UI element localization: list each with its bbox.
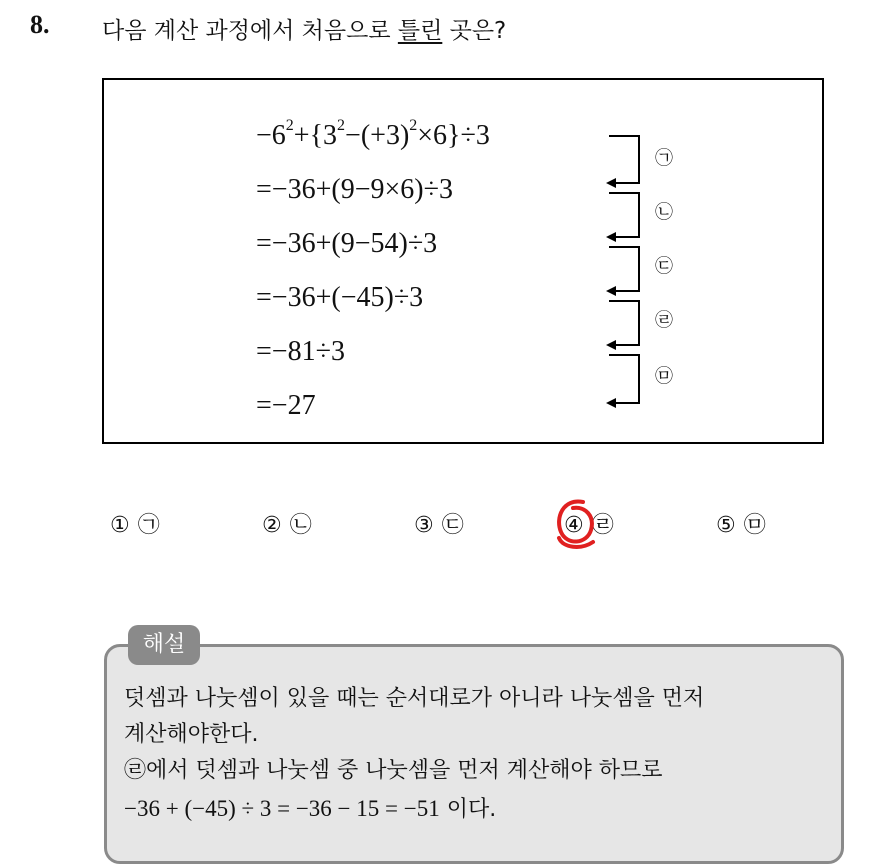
choice-1-number: ①: [110, 513, 130, 538]
calc-line-4: =−36+(−45)÷3: [256, 282, 424, 313]
calc-line-5: =−81÷3: [256, 336, 345, 367]
choice-5-label: ㉤: [743, 513, 766, 538]
step-label-4: ㉣: [655, 310, 673, 331]
answer-circle-mark: [553, 494, 599, 554]
arrowhead-4: [606, 340, 616, 350]
step-arrow-4: [609, 301, 639, 345]
choice-3-label: ㉢: [441, 513, 464, 538]
step-label-3: ㉢: [655, 256, 673, 277]
choice-3-number: ③: [414, 513, 434, 538]
choice-4-number: ④: [564, 513, 584, 538]
choice-2-label: ㉡: [289, 513, 312, 538]
solution-line-4-math: −36 + (−45) ÷ 3 = −36 − 15 = −51: [124, 796, 440, 821]
question-text: [102, 12, 506, 45]
arrowhead-3: [606, 286, 616, 296]
step-arrow-1: [609, 136, 639, 183]
calc-line-1-part-c: −(+3): [345, 120, 410, 151]
step-arrow-5: [609, 355, 639, 403]
question-text-before: 다음 계산 과정에서 처음으로: [102, 18, 398, 44]
solution-line-4: [124, 794, 496, 825]
solution-line-4-text: 이다.: [439, 797, 497, 822]
step-label-5: ㉤: [655, 366, 673, 387]
step-arrows: [104, 80, 826, 446]
calc-line-1-part-d: ×6}÷3: [417, 120, 490, 151]
calc-line-6: =−27: [256, 390, 316, 421]
question-number: 8.: [30, 10, 50, 39]
calc-line-1-exp-c: 2: [409, 117, 418, 134]
step-arrow-3: [609, 247, 639, 291]
solution-line-2: 계산해야한다.: [124, 722, 259, 747]
solution-line-1: 덧셈과 나눗셈이 있을 때는 순서대로가 아니라 나눗셈을 먼저: [124, 686, 705, 711]
choice-1[interactable]: [110, 508, 160, 544]
calc-line-1-part-b: +{3: [293, 120, 338, 151]
calc-line-2: =−36+(9−9×6)÷3: [256, 174, 453, 205]
choice-5[interactable]: [716, 508, 766, 544]
question-text-underlined: 틀린: [397, 18, 443, 44]
calc-line-1-part-a: −6: [256, 120, 286, 151]
choice-1-label: ㉠: [137, 513, 160, 538]
step-arrow-2: [609, 193, 639, 237]
step-label-1: ㉠: [655, 148, 673, 169]
arrowhead-2: [606, 232, 616, 242]
solution-line-3: ㉣에서 덧셈과 나눗셈 중 나눗셈을 먼저 계산해야 하므로: [124, 758, 663, 783]
calc-line-1-exp-b: 2: [337, 117, 346, 134]
choice-3[interactable]: [414, 508, 464, 544]
choice-2[interactable]: [262, 508, 312, 544]
answer-choices: [0, 508, 884, 544]
question-text-after: 곳은?: [442, 18, 507, 44]
step-label-2: ㉡: [655, 202, 673, 223]
choice-4-label: ㉣: [591, 513, 614, 538]
calc-line-3: =−36+(9−54)÷3: [256, 228, 438, 259]
arrowhead-1: [606, 178, 616, 188]
arrowhead-5: [606, 398, 616, 408]
solution-tag: 해설: [128, 625, 200, 665]
choice-5-number: ⑤: [716, 513, 736, 538]
calc-line-1-exp-a: 2: [285, 117, 294, 134]
choice-2-number: ②: [262, 513, 282, 538]
calculation-box: [102, 78, 824, 444]
solution-box: [104, 644, 844, 864]
